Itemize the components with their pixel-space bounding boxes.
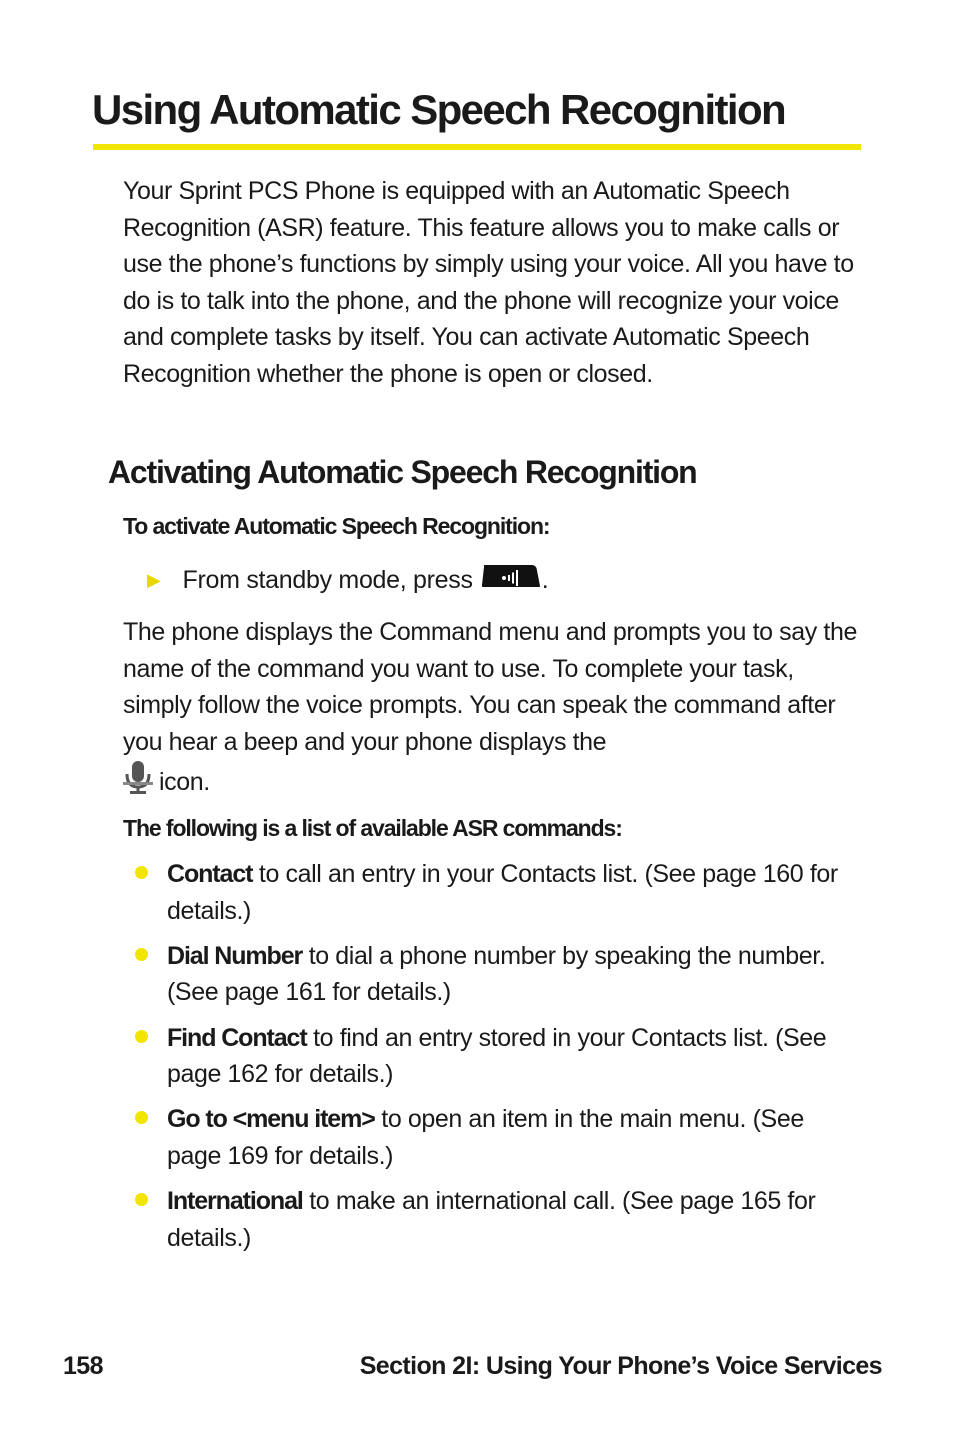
list-item [131, 1183, 861, 1256]
list-item [131, 938, 861, 1011]
command-name: Dial Number [167, 941, 303, 970]
command-text: to dial a phone number by speaking the number. (See page 161 for details.) [167, 941, 826, 1007]
command-name: Find Contact [167, 1023, 307, 1052]
list-label: The following is a list of available ASR commands: [123, 815, 622, 841]
page-number: 158 [63, 1352, 103, 1380]
bullet-icon [135, 866, 148, 879]
footer-section-title: Section 2I: Using Your Phone’s Voice Services [359, 1352, 882, 1380]
command-description [123, 614, 858, 807]
bullet-icon [135, 1193, 148, 1206]
voice-key-icon [481, 562, 541, 598]
microphone-icon [123, 760, 153, 807]
step-text: From standby mode, press [182, 566, 473, 594]
title-underline [93, 144, 861, 150]
command-name: International [167, 1187, 303, 1216]
procedure-step [147, 562, 548, 598]
description-text: The phone displays the Command menu and prompts you to say the name of the command you want to use. To complete your task, simply follow the voice prompts. You can speak the command after you hear a beep and your phone displays the [123, 618, 857, 756]
intro-paragraph: Your Sprint PCS Phone is equipped with an Automatic Speech Recognition (ASR) feature. This feature allows you to make calls or use the phone’s functions by simply using your voice. All you have to do is to talk into the phone, and the phone will recognize your voice and complete tasks by itself. You can activate Automatic Speech Recognition whether the phone is open or closed. [123, 177, 854, 388]
command-text: to open an item in the main menu. (See page 169 for details.) [167, 1105, 804, 1170]
command-text: to call an entry in your Contacts list. (See page 160 for details.) [167, 860, 838, 925]
list-item [131, 856, 861, 929]
list-item [131, 1101, 861, 1174]
page-title: Using Automatic Speech Recognition [92, 86, 786, 133]
step-end: . [541, 566, 549, 594]
bullet-icon [135, 948, 148, 961]
command-name: Go to <menu item> [167, 1105, 375, 1134]
command-text: to find an entry stored in your Contacts list. (See page 162 for details.) [167, 1023, 827, 1089]
command-list [131, 856, 861, 1265]
procedure-label: To activate Automatic Speech Recognition: [123, 513, 550, 539]
bullet-icon [135, 1030, 148, 1043]
step-arrow-icon: ▶ [147, 570, 161, 590]
command-name: Contact [167, 860, 253, 888]
command-text: to make an international call. (See page 165 for details.) [167, 1187, 816, 1252]
description-end: icon. [159, 768, 210, 797]
bullet-icon [135, 1111, 148, 1124]
list-item [131, 1020, 861, 1093]
section-heading: Activating Automatic Speech Recognition [108, 454, 697, 490]
